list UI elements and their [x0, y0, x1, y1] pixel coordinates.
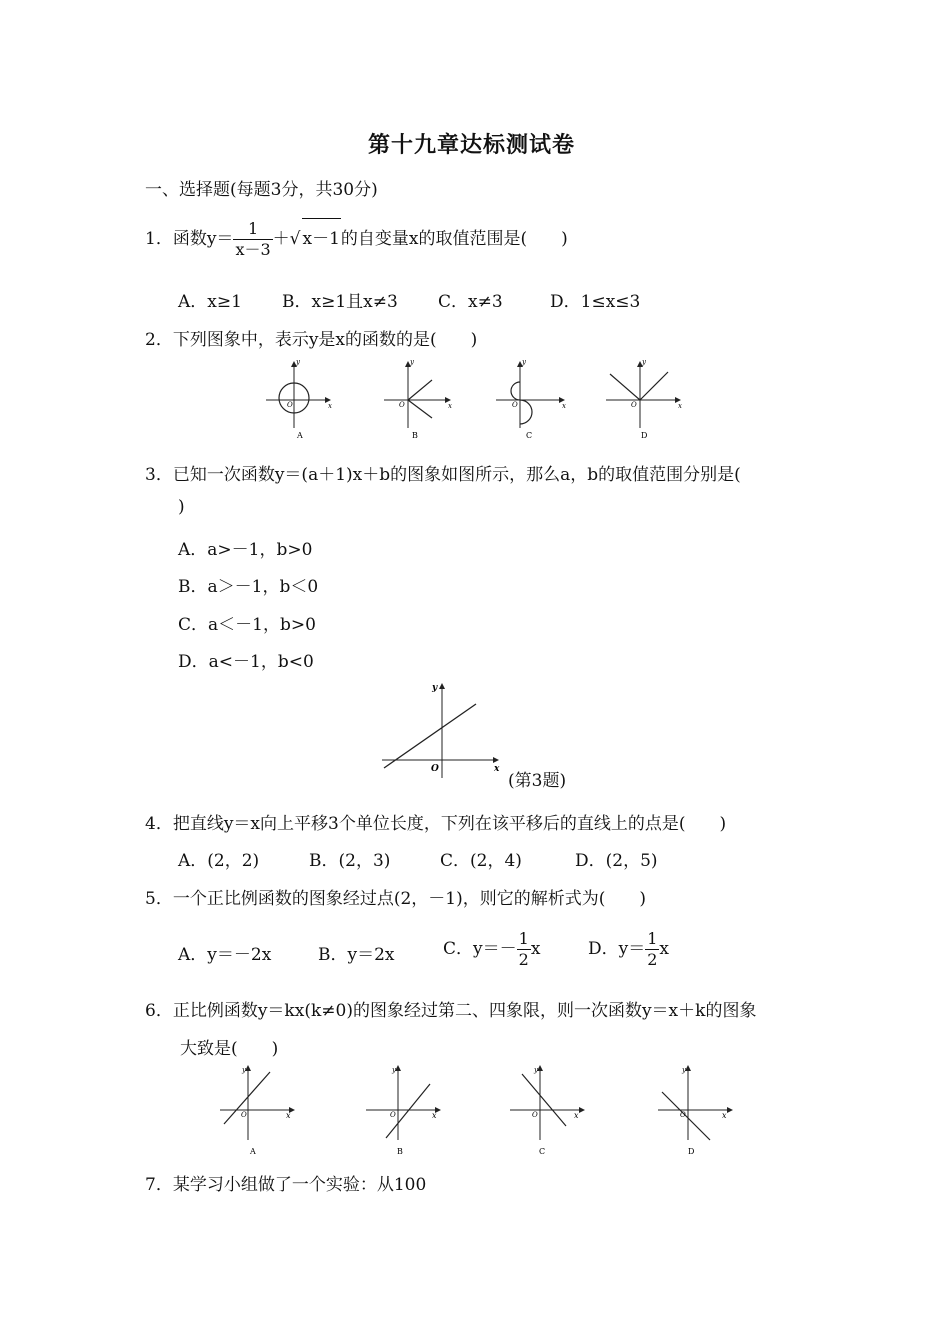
option-c-prefix: C．y＝－ — [443, 939, 517, 959]
option-d: D．1≤x≤3 — [550, 292, 641, 312]
origin-label: O — [631, 401, 637, 409]
axis-y-label: y — [392, 1066, 396, 1074]
option-c: C．x≠3 — [438, 292, 503, 312]
origin-label: O — [287, 401, 293, 409]
figure-caption: (第3题) — [508, 771, 567, 791]
q6-graphs — [214, 1062, 744, 1162]
question-3-continued: ) — [178, 497, 185, 517]
axis-y-label: y — [432, 683, 438, 693]
graph-c — [510, 1066, 584, 1156]
fraction-numerator: 1 — [247, 219, 259, 238]
graph-label: A — [297, 431, 303, 440]
graph-label: C — [526, 431, 533, 440]
graph-c — [496, 358, 566, 440]
plus-sign: ＋ — [272, 229, 290, 249]
graph-d — [606, 358, 682, 440]
origin-label: O — [399, 401, 405, 409]
option-c: C．(2，4) — [440, 851, 522, 871]
origin-label: O — [241, 1111, 247, 1119]
question-number: 5． — [145, 889, 173, 909]
fraction — [233, 219, 272, 260]
sqrt-body: x－1 — [302, 218, 341, 259]
question-text: 正比例函数y＝kx(k≠0)的图象经过第二、四象限，则一次函数y＝x＋k的图象 — [172, 1001, 757, 1021]
option-d-prefix: D．y＝ — [588, 939, 646, 959]
option-a: A．(2，2) — [178, 851, 260, 871]
axis-y-label: y — [642, 358, 646, 366]
sqrt-icon: √ — [289, 229, 301, 249]
graph-b — [384, 358, 452, 440]
variable: x — [659, 939, 670, 959]
option-b: B．a＞－1，b＜0 — [178, 577, 319, 597]
fraction-denominator: 2 — [518, 950, 529, 969]
option-c — [443, 929, 540, 970]
axis-x-label: x — [448, 402, 452, 410]
graph-label: D — [641, 431, 648, 440]
option-b: B．y＝2x — [318, 945, 395, 965]
question-4 — [145, 809, 726, 834]
question-text: 某学习小组做了一个实验：从100 — [172, 1175, 427, 1195]
axis-y-label: y — [296, 358, 300, 366]
question-number: 3． — [145, 465, 173, 485]
graph-label: B — [397, 1147, 403, 1156]
option-b: B．x≥1且x≠3 — [282, 292, 398, 312]
question-5 — [145, 884, 646, 909]
question-1 — [145, 218, 568, 260]
origin-label: O — [390, 1111, 396, 1119]
origin-label: O — [532, 1111, 538, 1119]
section-heading: 一、选择题(每题3分，共30分) — [145, 180, 378, 200]
question-6 — [145, 996, 756, 1021]
origin-label: O — [512, 401, 518, 409]
option-a: A．x≥1 — [178, 292, 242, 312]
fraction-denominator: x－3 — [235, 240, 271, 259]
variable: x — [530, 939, 541, 959]
axis-y-label: y — [522, 358, 526, 366]
graph-label: C — [539, 1147, 546, 1156]
axis-x-label: x — [328, 402, 332, 410]
fraction-numerator: 1 — [647, 929, 658, 948]
origin-label: O — [431, 764, 439, 774]
question-text: 下列图象中，表示y是x的函数的是( ) — [172, 330, 478, 350]
fraction-denominator: 2 — [647, 950, 658, 969]
axis-y-label: y — [682, 1066, 686, 1074]
option-c: C．a＜－1，b>0 — [178, 615, 316, 635]
q1-prefix: 函数y＝ — [172, 229, 234, 249]
axis-y-label: y — [242, 1066, 246, 1074]
option-d — [588, 929, 669, 970]
question-6-continued: 大致是( ) — [180, 1039, 279, 1059]
question-number: 6． — [145, 1001, 173, 1021]
axis-x-label: x — [286, 1111, 291, 1120]
question-number: 7． — [145, 1175, 173, 1195]
question-number: 4． — [145, 814, 173, 834]
graph-a — [266, 358, 332, 440]
q1-suffix: 的自变量x的取值范围是( ) — [340, 229, 568, 249]
q3-graph — [378, 680, 508, 780]
graph-a — [220, 1066, 294, 1156]
question-7 — [145, 1170, 426, 1195]
graph-b — [366, 1066, 440, 1156]
axis-x-label: x — [494, 764, 500, 774]
question-2 — [145, 325, 477, 350]
graph-label: B — [412, 431, 418, 440]
graph-d — [658, 1066, 732, 1156]
axis-y-label: y — [410, 358, 414, 366]
question-text: 一个正比例函数的图象经过点(2，－1)，则它的解析式为( ) — [172, 889, 646, 909]
fraction — [645, 929, 659, 970]
axis-y-label: y — [534, 1066, 538, 1074]
axis-x-label: x — [574, 1111, 579, 1120]
axis-x-label: x — [722, 1111, 727, 1120]
option-a: A．a>－1，b>0 — [178, 540, 313, 560]
graph-label: A — [250, 1147, 256, 1156]
graph-label: D — [688, 1147, 695, 1156]
axis-x-label: x — [562, 402, 566, 410]
fraction-numerator: 1 — [518, 929, 529, 948]
option-b: B．(2，3) — [309, 851, 391, 871]
origin-label: O — [680, 1111, 686, 1119]
question-number: 2． — [145, 330, 173, 350]
question-text: 已知一次函数y＝(a＋1)x＋b的图象如图所示，那么a，b的取值范围分别是( — [172, 465, 741, 485]
axis-x-label: x — [678, 402, 682, 410]
axis-x-label: x — [432, 1111, 437, 1120]
option-d: D．a<－1，b<0 — [178, 652, 314, 672]
question-number: 1． — [145, 229, 173, 249]
question-text: 把直线y＝x向上平移3个单位长度，下列在该平移后的直线上的点是( ) — [172, 814, 727, 834]
page-title: 第十九章达标测试卷 — [368, 132, 576, 158]
question-3 — [145, 460, 741, 485]
q2-graphs — [260, 358, 690, 443]
option-d: D．(2，5) — [575, 851, 658, 871]
fraction — [517, 929, 531, 970]
option-a: A．y＝－2x — [178, 945, 272, 965]
